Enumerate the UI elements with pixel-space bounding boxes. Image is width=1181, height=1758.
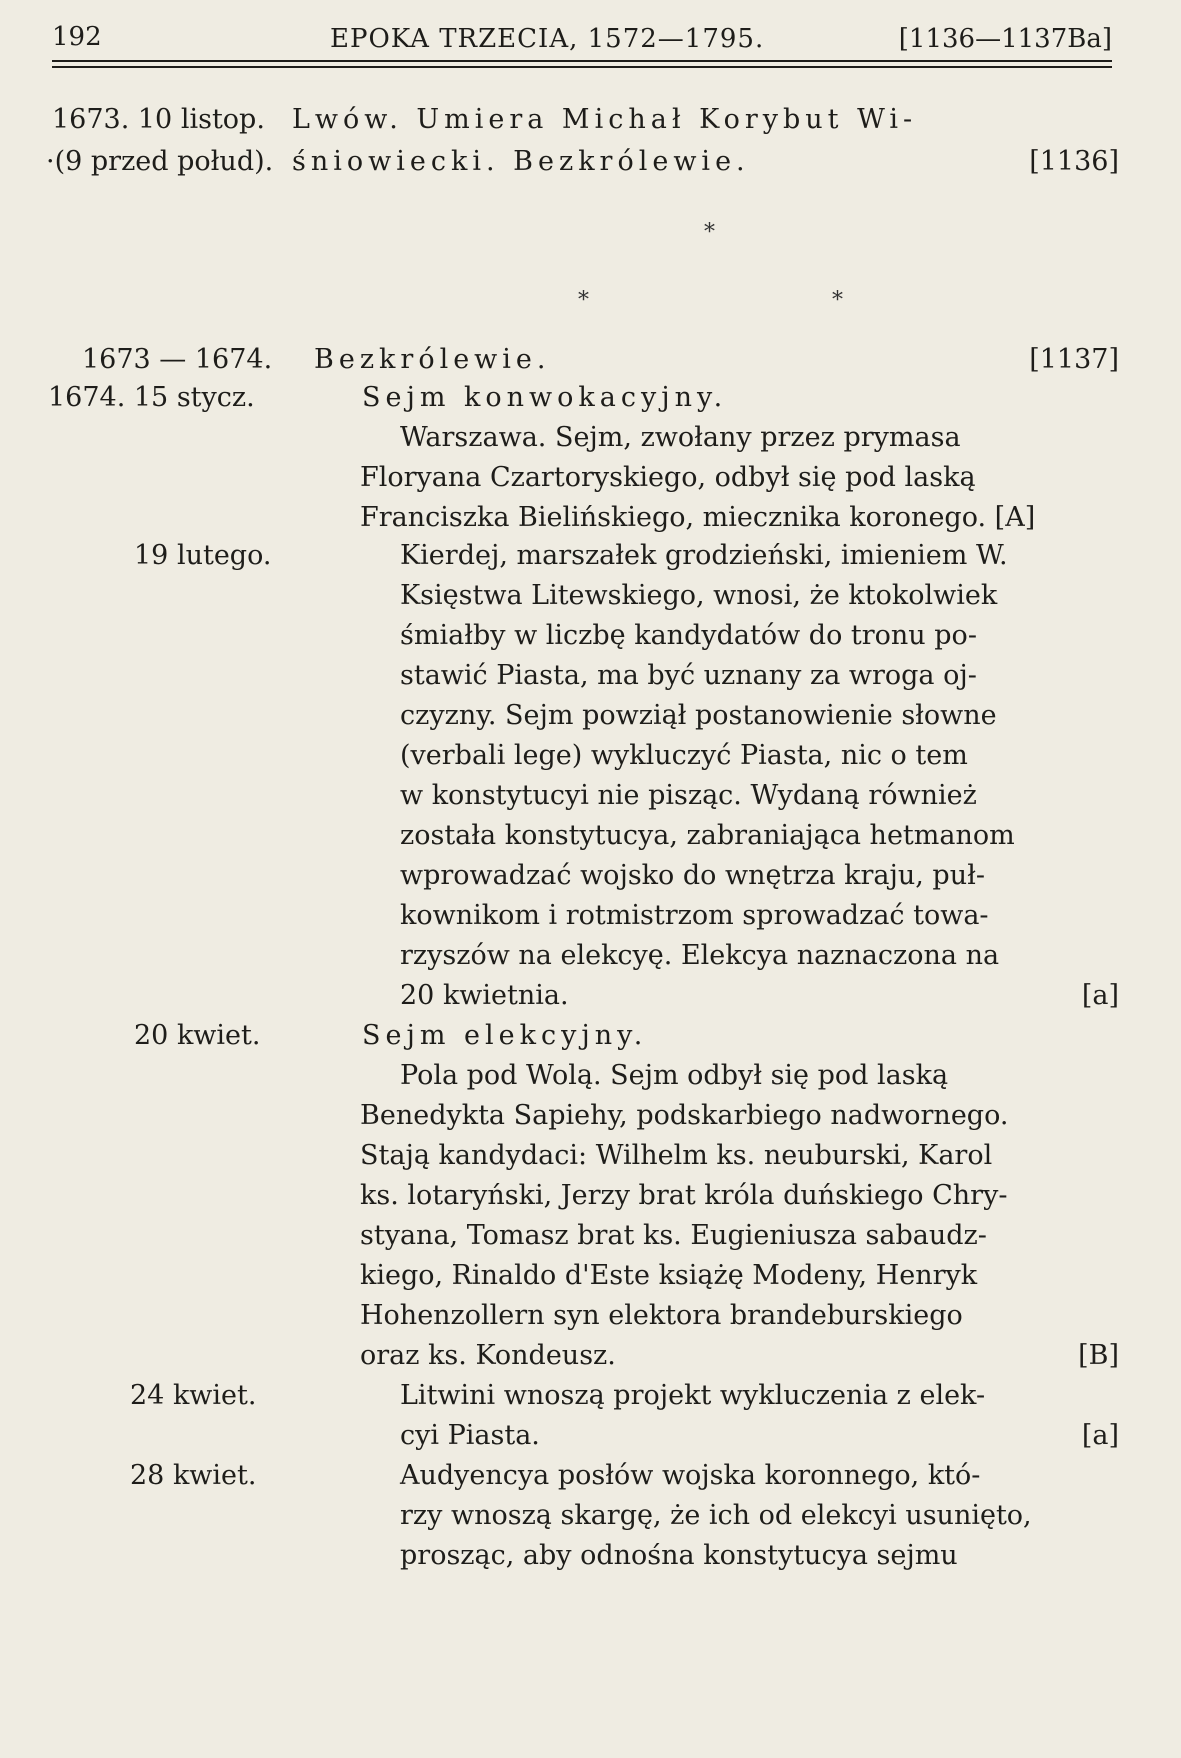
entry-text: Bezkrólewie.	[314, 344, 551, 375]
entry-reference: [a]	[1081, 1420, 1119, 1451]
body-line: Audyencya posłów wojska koronnego, któ-	[400, 1460, 981, 1491]
body-line: Franciszka Bielińskiego, miecznika koronego. [A]	[360, 502, 1036, 533]
entry-time: ·(9 przed połud).	[46, 146, 274, 177]
body-line: cyi Piasta.	[400, 1420, 540, 1451]
entry-date: 28 kwiet.	[130, 1460, 257, 1491]
body-line: styana, Tomasz brat ks. Eugieniusza sabaudz-	[360, 1220, 987, 1251]
body-line: Benedykta Sapiehy, podskarbiego nadwornego.	[360, 1100, 1009, 1131]
entry-reference: [1137]	[1029, 344, 1119, 375]
body-line: Warszawa. Sejm, zwołany przez prymasa	[400, 422, 961, 453]
body-line: w konstytucyi nie pisząc. Wydaną również	[400, 780, 977, 811]
header-rule-top	[52, 60, 1112, 62]
body-line: prosząc, aby odnośna konstytucya sejmu	[400, 1540, 958, 1571]
body-line: Księstwa Litewskiego, wnosi, że ktokolwiek	[400, 580, 998, 611]
body-line: kiego, Rinaldo d'Este książę Modeny, Henryk	[360, 1260, 978, 1291]
section-heading: Sejm elekcyjny.	[362, 1020, 648, 1051]
entry-date: 1673. 10 listop.	[52, 104, 265, 135]
body-line: 20 kwietnia.	[400, 980, 569, 1011]
body-line: Hohenzollern syn elektora brandeburskiego	[360, 1300, 963, 1331]
body-line: Stają kandydaci: Wilhelm ks. neuburski, Karol	[360, 1140, 993, 1171]
running-header	[52, 18, 1112, 58]
asterism-star: *	[832, 288, 843, 313]
entry-text: Lwów. Umiera Michał Korybut Wi-	[292, 104, 918, 135]
entry-date: 1674. 15 stycz.	[48, 382, 255, 413]
entry-range: [1136—1137Ba]	[898, 24, 1112, 54]
asterism-star: *	[704, 220, 715, 245]
body-line: rzy wnoszą skargę, że ich od elekcyi usunięto,	[400, 1500, 1032, 1531]
body-line: Pola pod Wolą. Sejm odbył się pod laską	[400, 1060, 949, 1091]
body-line: została konstytucya, zabraniająca hetmanom	[400, 820, 1015, 851]
header-rule-bottom	[52, 66, 1112, 68]
body-line: oraz ks. Kondeusz.	[360, 1340, 616, 1371]
body-line: Kierdej, marszałek grodzieński, imieniem W.	[400, 540, 1008, 571]
entry-reference: [a]	[1081, 980, 1119, 1011]
entry-reference: [1136]	[1029, 146, 1119, 177]
page-number: 192	[52, 22, 102, 52]
entry-text: śniowiecki. Bezkrólewie.	[292, 146, 750, 177]
entry-date: 19 lutego.	[134, 540, 272, 571]
body-line: śmiałby w liczbę kandydatów do tronu po-	[400, 620, 977, 651]
entry-date: 24 kwiet.	[130, 1380, 257, 1411]
body-line: ks. lotaryński, Jerzy brat króla duńskiego Chry-	[360, 1180, 1008, 1211]
asterism-star: *	[578, 288, 589, 313]
section-heading: Sejm konwokacyjny.	[362, 382, 728, 413]
entry-date: 20 kwiet.	[134, 1020, 261, 1051]
entry-date: 1673 — 1674.	[82, 344, 273, 375]
entry-reference: [B]	[1078, 1340, 1119, 1371]
running-title: EPOKA TRZECIA, 1572—1795.	[330, 24, 765, 54]
body-line: (verbali lege) wykluczyć Piasta, nic o tem	[400, 740, 968, 771]
body-line: stawić Piasta, ma być uznany za wroga oj-	[400, 660, 977, 691]
body-line: rzyszów na elekcyę. Elekcya naznaczona na	[400, 940, 1000, 971]
body-line: wprowadzać wojsko do wnętrza kraju, puł-	[400, 860, 985, 891]
body-line: czyzny. Sejm powziął postanowienie słowne	[400, 700, 997, 731]
body-line: Floryana Czartoryskiego, odbył się pod laską	[360, 462, 976, 493]
body-line: Litwini wnoszą projekt wykluczenia z elek-	[400, 1380, 986, 1411]
body-line: kownikom i rotmistrzom sprowadzać towa-	[400, 900, 989, 931]
